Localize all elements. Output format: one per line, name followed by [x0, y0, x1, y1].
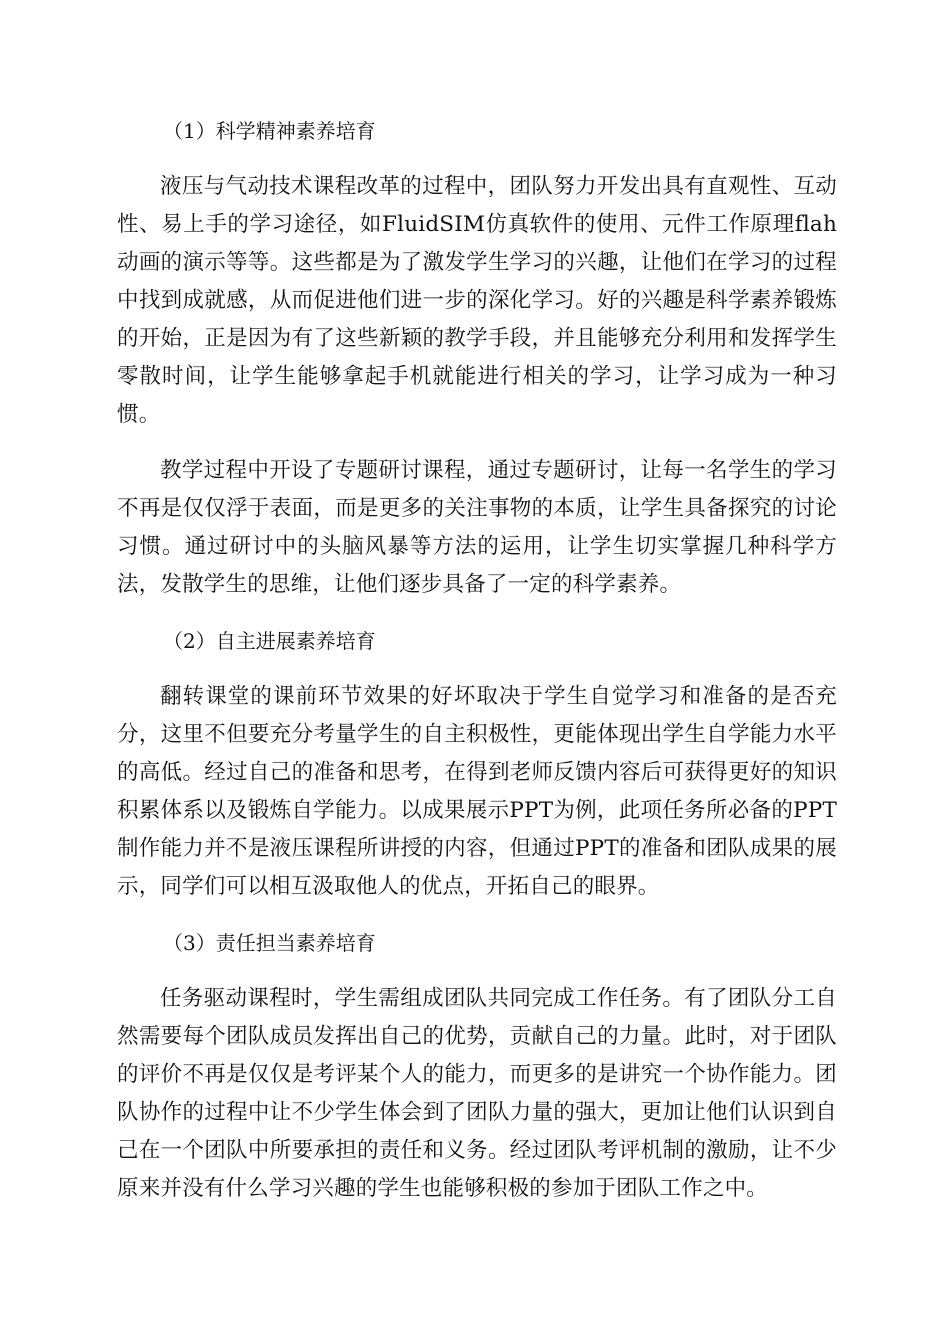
- document-page: [117, 112, 837, 1226]
- paragraph-science-1: 液压与气动技术课程改革的过程中，团队努力开发出具有直观性、互动性、易上手的学习途径，如FluidSIM仿真软件的使用、元件工作原理flah动画的演示等等。这些都是为了激发学生学习的兴趣，让他们在学习的过程中找到成就感，从而促进他们进一步的深化学习。好的兴趣是科学素养锻炼的开始，正是因为有了这些新颖的教学手段，并且能够充分利用和发挥学生零散时间，让学生能够拿起手机就能进行相关的学习，让学习成为一种习惯。: [117, 174, 837, 427]
- paragraph-autonomy-1: 翻转课堂的课前环节效果的好坏取决于学生自觉学习和准备的是否充分，这里不但要充分考量学生的自主积极性，更能体现出学生自学能力水平的高低。经过自己的准备和思考，在得到老师反馈内容后可获得更好的知识积累体系以及锻炼自学能力。以成果展示PPT为例，此项任务所必备的PPT制作能力并不是液压课程所讲授的内容，但通过PPT的准备和团队成果的展示，同学们可以相互汲取他人的优点，开拓自己的眼界。: [117, 684, 837, 899]
- section-heading-autonomy: （2）自主进展素养培育: [163, 629, 376, 653]
- paragraph-science-2: 教学过程中开设了专题研讨课程，通过专题研讨，让每一名学生的学习不再是仅仅浮于表面，而是更多的关注事物的本质，让学生具备探究的讨论习惯。通过研讨中的头脑风暴等方法的运用，让学生切实掌握几种科学方法，发散学生的思维，让他们逐步具备了一定的科学素养。: [117, 458, 837, 597]
- section-heading-science: （1）科学精神素养培育: [163, 119, 376, 143]
- paragraph-responsibility-1: 任务驱动课程时，学生需组成团队共同完成工作任务。有了团队分工自然需要每个团队成员发挥出自己的优势，贡献自己的力量。此时，对于团队的评价不再是仅仅是考评某个人的能力，而更多的是讲究一个协作能力。团队协作的过程中让不少学生体会到了团队力量的强大，更加让他们认识到自己在一个团队中所要承担的责任和义务。经过团队考评机制的激励，让不少原来并没有什么学习兴趣的学生也能够积极的参加于团队工作之中。: [117, 986, 837, 1201]
- section-heading-responsibility: （3）责任担当素养培育: [163, 931, 376, 955]
